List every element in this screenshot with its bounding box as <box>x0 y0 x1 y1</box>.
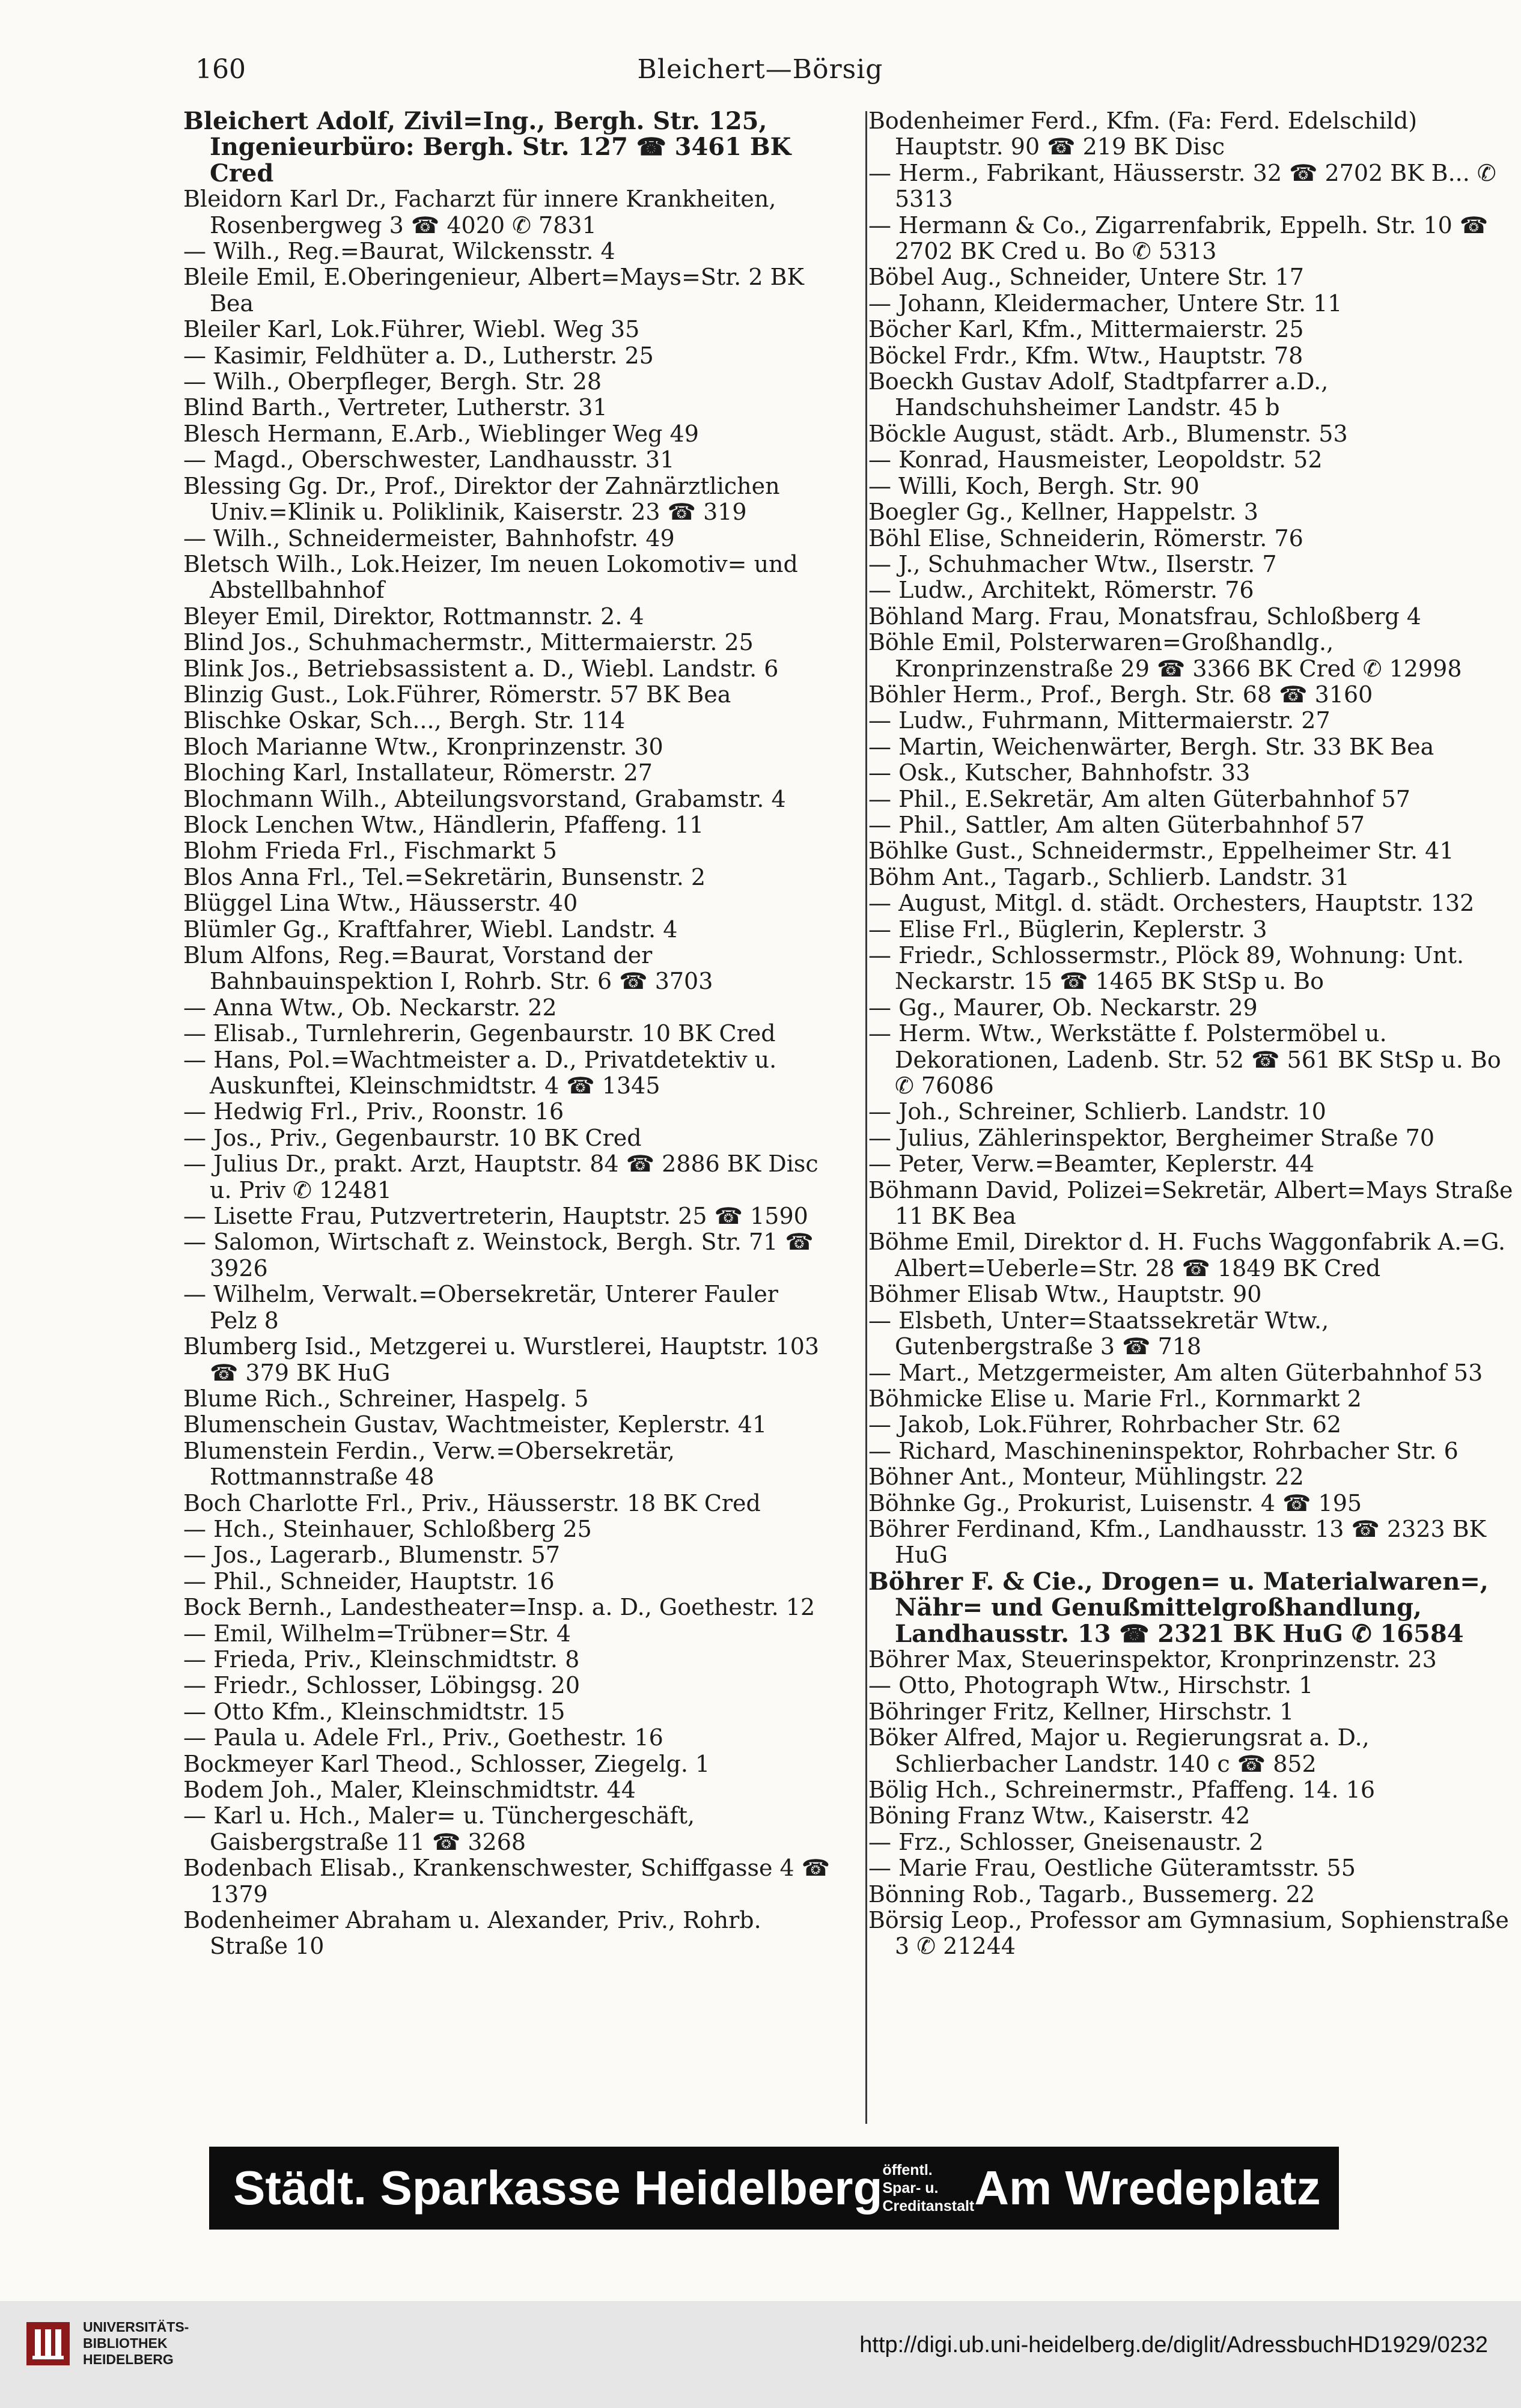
page-number: 160 <box>195 54 246 85</box>
directory-entry: Böhmer Elisab Wtw., Hauptstr. 90 <box>868 1281 1262 1308</box>
directory-entry: Blume Rich., Schreiner, Haspelg. 5 <box>183 1385 589 1412</box>
directory-entry: Blum Alfons, Reg.=Baurat, Vorstand der Bahnbauinspektion I, Rohrb. Str. 6 ☎ 3703 <box>183 942 713 995</box>
directory-entry: Böhringer Fritz, Kellner, Hirschstr. 1 <box>868 1698 1294 1725</box>
directory-entry: Bönning Rob., Tagarb., Bussemerg. 22 <box>868 1880 1315 1908</box>
directory-entry: — Julius, Zählerinspektor, Bergheimer Straße 70 <box>868 1124 1435 1151</box>
directory-entry: Böning Franz Wtw., Kaiserstr. 42 <box>868 1802 1251 1829</box>
directory-entry: Böhner Ant., Monteur, Mühlingstr. 22 <box>868 1464 1304 1491</box>
directory-entry: Böhmann David, Polizei=Sekretär, Albert=Mays Straße 11 BK Bea <box>868 1176 1513 1230</box>
running-head: Bleichert—Börsig <box>637 54 883 85</box>
directory-entry: — Martin, Weichenwärter, Bergh. Str. 33 BK Bea <box>868 733 1434 760</box>
ad-subtitle-line-2: Creditanstalt <box>882 2198 975 2215</box>
directory-entry: Bölig Hch., Schreinermstr., Pfaffeng. 14. 16 <box>868 1777 1375 1803</box>
directory-entry: Boegler Gg., Kellner, Happelstr. 3 <box>868 499 1258 526</box>
directory-entry: Böckel Frdr., Kfm. Wtw., Hauptstr. 78 <box>868 342 1303 369</box>
directory-entry: — Johann, Kleidermacher, Untere Str. 11 <box>868 290 1343 317</box>
directory-entry: Bleile Emil, E.Oberingenieur, Albert=Mays=Str. 2 BK Bea <box>183 264 804 317</box>
directory-entry: Böhnke Gg., Prokurist, Luisenstr. 4 ☎ 195 <box>868 1489 1362 1516</box>
directory-entry: Böbel Aug., Schneider, Untere Str. 17 <box>868 264 1304 291</box>
directory-entry: — Richard, Maschineninspektor, Rohrbacher Str. 6 <box>868 1437 1459 1464</box>
directory-entry: Bleyer Emil, Direktor, Rottmannstr. 2. 4 <box>183 603 644 630</box>
directory-entry: Bodem Joh., Maler, Kleinschmidtstr. 44 <box>183 1777 636 1803</box>
directory-entry: Bleiler Karl, Lok.Führer, Wiebl. Weg 35 <box>183 316 640 343</box>
directory-entry: Blumenstein Ferdin., Verw.=Obersekretär, Rottmannstraße 48 <box>183 1437 675 1491</box>
logo-line-2: BIBLIOTHEK <box>83 2335 168 2351</box>
right-column <box>868 108 1517 1960</box>
directory-entry: — Konrad, Hausmeister, Leopoldstr. 52 <box>868 446 1323 473</box>
directory-entry: — Otto Kfm., Kleinschmidtstr. 15 <box>183 1698 565 1725</box>
directory-entry: — Peter, Verw.=Beamter, Keplerstr. 44 <box>868 1151 1315 1178</box>
directory-entry: — Marie Frau, Oestliche Güteramtsstr. 55 <box>868 1855 1356 1882</box>
directory-entry: — Mart., Metzgermeister, Am alten Güterbahnhof 53 <box>868 1359 1483 1386</box>
directory-entry: — J., Schuhmacher Wtw., Ilserstr. 7 <box>868 550 1277 577</box>
directory-entry: Boeckh Gustav Adolf, Stadtpfarrer a.D., Handschuhsheimer Landstr. 45 b <box>868 368 1329 421</box>
directory-entry: Börsig Leop., Professor am Gymnasium, Sophienstraße 3 ✆ 21244 <box>868 1907 1509 1960</box>
library-logo[interactable] <box>24 2319 189 2368</box>
directory-entry: — Wilhelm, Verwalt.=Obersekretär, Unterer Fauler Pelz 8 <box>183 1281 778 1334</box>
directory-entry: — Phil., Schneider, Hauptstr. 16 <box>183 1567 555 1595</box>
directory-entry: Blumenschein Gustav, Wachtmeister, Keplerstr. 41 <box>183 1411 767 1438</box>
library-logo-text <box>83 2319 189 2368</box>
directory-entry: — Willi, Koch, Bergh. Str. 90 <box>868 472 1199 499</box>
directory-entry: — Frz., Schlosser, Gneisenaustr. 2 <box>868 1828 1264 1855</box>
directory-entry: — Jos., Lagerarb., Blumenstr. 57 <box>183 1542 560 1569</box>
directory-entry: — Anna Wtw., Ob. Neckarstr. 22 <box>183 994 557 1021</box>
directory-entry: — Joh., Schreiner, Schlierb. Landstr. 10 <box>868 1098 1326 1125</box>
directory-entry: — Salomon, Wirtschaft z. Weinstock, Bergh. Str. 71 ☎ 3926 <box>183 1229 814 1282</box>
directory-entry: — Magd., Oberschwester, Landhausstr. 31 <box>183 446 675 473</box>
directory-entry: Blesch Hermann, E.Arb., Wieblinger Weg 49 <box>183 420 699 447</box>
left-column <box>183 108 832 1960</box>
ad-subtitle <box>882 2161 974 2215</box>
directory-entry: Böhler Herm., Prof., Bergh. Str. 68 ☎ 3160 <box>868 681 1373 708</box>
column-divider <box>865 111 867 2124</box>
directory-entry: Böcher Karl, Kfm., Mittermaierstr. 25 <box>868 316 1304 343</box>
directory-entry: Blinzig Gust., Lok.Führer, Römerstr. 57 BK Bea <box>183 681 731 708</box>
directory-entry: Bodenbach Elisab., Krankenschwester, Schiffgasse 4 ☎ 1379 <box>183 1855 831 1908</box>
directory-entry: — Lisette Frau, Putzvertreterin, Hauptstr. 25 ☎ 1590 <box>183 1203 808 1230</box>
directory-entry: Blischke Oskar, Sch..., Bergh. Str. 114 <box>183 707 626 734</box>
directory-entry: Bloching Karl, Installateur, Römerstr. 27 <box>183 759 653 786</box>
directory-entry: Böhrer Ferdinand, Kfm., Landhausstr. 13 ☎ 2323 BK HuG <box>868 1515 1487 1569</box>
directory-entry: Bock Bernh., Landestheater=Insp. a. D., Goethestr. 12 <box>183 1594 815 1621</box>
directory-entry: — Frieda, Priv., Kleinschmidtstr. 8 <box>183 1646 580 1673</box>
directory-entry: — Herm. Wtw., Werkstätte f. Polstermöbel u. Dekorationen, Ladenb. Str. 52 ☎ 561 BK StSp u. Bo ✆ 76086 <box>868 1020 1501 1099</box>
directory-entry: Böhm Ant., Tagarb., Schlierb. Landstr. 31 <box>868 863 1350 890</box>
directory-entry: — Otto, Photograph Wtw., Hirschstr. 1 <box>868 1672 1314 1699</box>
directory-entry: Böhle Emil, Polsterwaren=Großhandlg., Kronprinzenstraße 29 ☎ 3366 BK Cred ✆ 12998 <box>868 629 1462 682</box>
directory-entry: — Emil, Wilhelm=Trübner=Str. 4 <box>183 1620 571 1647</box>
source-url-link[interactable]: http://digi.ub.uni-heidelberg.de/diglit/AdressbuchHD1929/0232 <box>859 2332 1488 2358</box>
directory-entry: Blos Anna Frl., Tel.=Sekretärin, Bunsenstr. 2 <box>183 863 706 890</box>
directory-entry: Blessing Gg. Dr., Prof., Direktor der Zahnärztlichen Univ.=Klinik u. Poliklinik, Kaiserstr. 23 ☎ 319 <box>183 472 780 526</box>
directory-entry: Blind Barth., Vertreter, Lutherstr. 31 <box>183 394 608 421</box>
directory-entry: Blumberg Isid., Metzgerei u. Wurstlerei, Hauptstr. 103 ☎ 379 BK HuG <box>183 1333 820 1386</box>
directory-entry: Bletsch Wilh., Lok.Heizer, Im neuen Lokomotiv= und Abstellbahnhof <box>183 550 798 604</box>
directory-entry: Bleidorn Karl Dr., Facharzt für innere Krankheiten, Rosenbergweg 3 ☎ 4020 ✆ 7831 <box>183 186 776 239</box>
directory-entry: Böhrer Max, Steuerinspektor, Kronprinzenstr. 23 <box>868 1646 1437 1673</box>
directory-entry: Bodenheimer Abraham u. Alexander, Priv., Rohrb. Straße 10 <box>183 1907 761 1960</box>
directory-entry: — Osk., Kutscher, Bahnhofstr. 33 <box>868 759 1251 786</box>
directory-entry: Böhrer F. & Cie., Drogen= u. Materialwaren=, Nähr= und Genußmittelgroßhandlung, Landhausstr. 13 ☎ 2321 BK HuG ✆ 16584 <box>868 1567 1489 1648</box>
directory-entry: — Wilh., Reg.=Baurat, Wilckensstr. 4 <box>183 238 615 265</box>
directory-entry: Böhlke Gust., Schneidermstr., Eppelheimer Str. 41 <box>868 838 1454 865</box>
directory-entry: Blohm Frieda Frl., Fischmarkt 5 <box>183 838 557 865</box>
directory-entry: Bloch Marianne Wtw., Kronprinzenstr. 30 <box>183 733 663 760</box>
directory-entry: — August, Mitgl. d. städt. Orchesters, Hauptstr. 132 <box>868 890 1475 917</box>
ad-bank-name: Städt. Sparkasse Heidelberg <box>233 2161 883 2215</box>
directory-entry: — Gg., Maurer, Ob. Neckarstr. 29 <box>868 994 1258 1021</box>
directory-entry: — Elsbeth, Unter=Staatssekretär Wtw., Gutenbergstraße 3 ☎ 718 <box>868 1307 1329 1360</box>
directory-entry: Böhland Marg. Frau, Monatsfrau, Schloßberg 4 <box>868 603 1421 630</box>
directory-entry: Bodenheimer Ferd., Kfm. (Fa: Ferd. Edelschild) Hauptstr. 90 ☎ 219 BK Disc <box>868 108 1418 160</box>
directory-entry: — Hedwig Frl., Priv., Roonstr. 16 <box>183 1098 564 1125</box>
directory-entry: Böckle August, städt. Arb., Blumenstr. 53 <box>868 420 1348 447</box>
directory-entry: Böker Alfred, Major u. Regierungsrat a. D., Schlierbacher Landstr. 140 c ☎ 852 <box>868 1724 1370 1777</box>
logo-line-3: HEIDELBERG <box>83 2352 174 2367</box>
directory-entry: Boch Charlotte Frl., Priv., Häusserstr. 18 BK Cred <box>183 1489 761 1516</box>
directory-entry: — Hch., Steinhauer, Schloßberg 25 <box>183 1515 592 1542</box>
directory-entry: — Ludw., Fuhrmann, Mittermaierstr. 27 <box>868 707 1330 734</box>
directory-entry: — Ludw., Architekt, Römerstr. 76 <box>868 577 1254 604</box>
directory-entry: — Friedr., Schlossermstr., Plöck 89, Wohnung: Unt. Neckarstr. 15 ☎ 1465 BK StSp u. Bo <box>868 942 1465 995</box>
directory-entry: — Julius Dr., prakt. Arzt, Hauptstr. 84 ☎ 2886 BK Disc u. Priv ✆ 12481 <box>183 1151 818 1203</box>
directory-entry: Böhme Emil, Direktor d. H. Fuchs Waggonfabrik A.=G. Albert=Ueberle=Str. 28 ☎ 1849 BK Cred <box>868 1229 1506 1282</box>
directory-entry: Böhmicke Elise u. Marie Frl., Kornmarkt 2 <box>868 1385 1362 1412</box>
library-logo-icon <box>24 2320 72 2368</box>
directory-entry: — Hans, Pol.=Wachtmeister a. D., Privatdetektiv u. Auskunftei, Kleinschmidtstr. 4 ☎ 1345 <box>183 1046 777 1099</box>
directory-entry: — Friedr., Schlosser, Löbingsg. 20 <box>183 1672 580 1699</box>
directory-entry: Böhl Elise, Schneiderin, Römerstr. 76 <box>868 524 1303 552</box>
directory-entry: — Elisab., Turnlehrerin, Gegenbaurstr. 10 BK Cred <box>183 1020 776 1047</box>
directory-entry: Bockmeyer Karl Theod., Schlosser, Ziegelg. 1 <box>183 1750 710 1777</box>
directory-entry: — Jos., Priv., Gegenbaurstr. 10 BK Cred <box>183 1124 642 1151</box>
directory-entry: — Phil., E.Sekretär, Am alten Güterbahnhof 57 <box>868 785 1410 812</box>
directory-entry: Blink Jos., Betriebsassistent a. D., Wiebl. Landstr. 6 <box>183 655 779 682</box>
logo-line-1: UNIVERSITÄTS- <box>83 2319 189 2335</box>
directory-entry: — Karl u. Hch., Maler= u. Tünchergeschäft, Gaisbergstraße 11 ☎ 3268 <box>183 1802 695 1855</box>
directory-entry: Blind Jos., Schuhmachermstr., Mittermaierstr. 25 <box>183 629 754 656</box>
directory-entry: Block Lenchen Wtw., Händlerin, Pfaffeng. 11 <box>183 811 704 838</box>
directory-entry: — Herm., Fabrikant, Häusserstr. 32 ☎ 2702 BK B... ✆ 5313 <box>868 159 1496 213</box>
directory-entry: — Elise Frl., Büglerin, Keplerstr. 3 <box>868 916 1267 943</box>
directory-entry: — Jakob, Lok.Führer, Rohrbacher Str. 62 <box>868 1411 1342 1438</box>
directory-entry: Bleichert Adolf, Zivil=Ing., Bergh. Str. 125, Ingenieurbüro: Bergh. Str. 127 ☎ 3461 BK Cred <box>183 107 791 187</box>
directory-entry: — Paula u. Adele Frl., Priv., Goethestr. 16 <box>183 1724 663 1751</box>
footer-bar <box>0 2301 1521 2408</box>
directory-entry: Blüggel Lina Wtw., Häusserstr. 40 <box>183 890 578 917</box>
ad-location: Am Wredeplatz <box>974 2161 1321 2215</box>
directory-entry: — Wilh., Schneidermeister, Bahnhofstr. 49 <box>183 524 675 552</box>
page-header <box>195 54 1325 96</box>
directory-entry: Blümler Gg., Kraftfahrer, Wiebl. Landstr. 4 <box>183 916 678 943</box>
advertisement-banner <box>209 2147 1339 2230</box>
directory-entry: — Kasimir, Feldhüter a. D., Lutherstr. 25 <box>183 342 654 369</box>
ad-subtitle-line-1: öffentl. Spar- u. <box>882 2162 939 2197</box>
directory-entry: — Wilh., Oberpfleger, Bergh. Str. 28 <box>183 368 602 395</box>
directory-entry: — Hermann & Co., Zigarrenfabrik, Eppelh. Str. 10 ☎ 2702 BK Cred u. Bo ✆ 5313 <box>868 211 1489 265</box>
directory-entry: — Phil., Sattler, Am alten Güterbahnhof 57 <box>868 811 1365 838</box>
directory-entry: Blochmann Wilh., Abteilungsvorstand, Grabamstr. 4 <box>183 785 786 812</box>
